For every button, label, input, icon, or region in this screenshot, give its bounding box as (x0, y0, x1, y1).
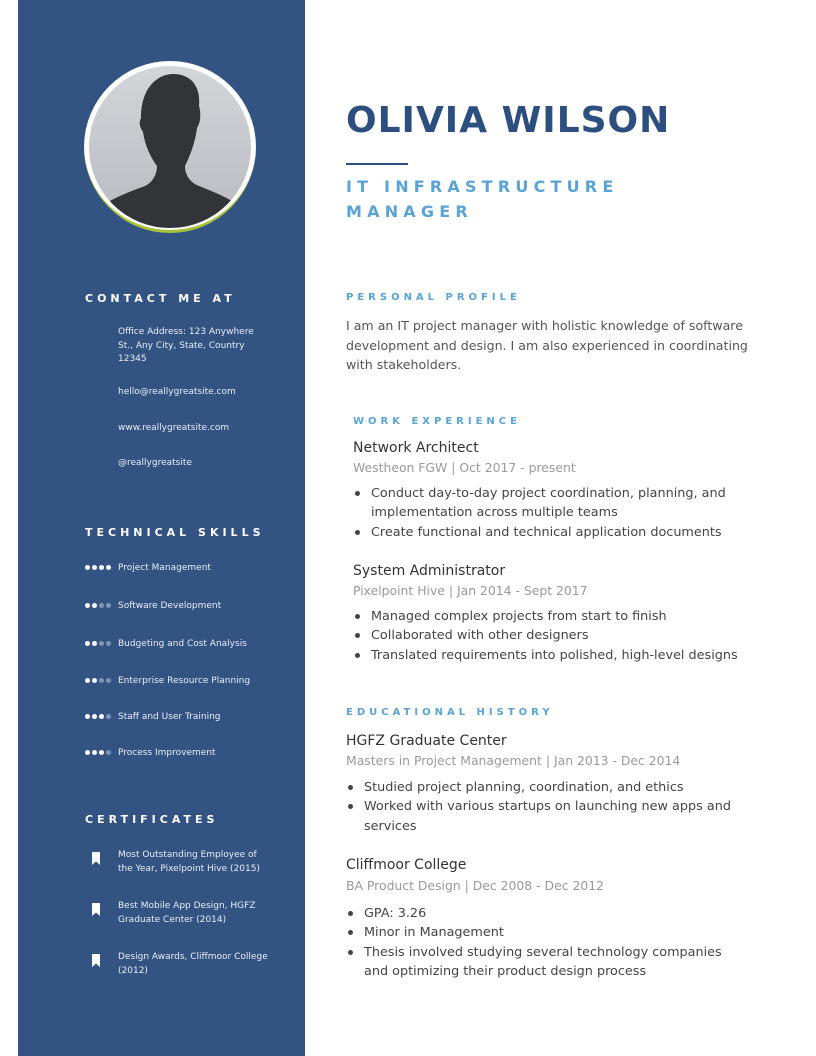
skill-level-dots (85, 714, 115, 722)
list-item: Managed complex projects from start to finish (353, 607, 773, 626)
list-item: GPA: 3.26 (346, 904, 746, 923)
skill-label: Staff and User Training (118, 712, 221, 722)
skill-dot (99, 678, 104, 683)
job-bullets (353, 607, 773, 665)
list-item: Minor in Management (346, 923, 746, 942)
skill-dot (99, 750, 104, 755)
certificate-item: Design Awards, Cliffmoor College (2012) (118, 952, 268, 976)
skill-dot (99, 714, 104, 719)
bookmark-icon (92, 852, 100, 865)
skill-label: Project Management (118, 563, 211, 573)
certificate-item: Most Outstanding Employee of the Year, Pixelpoint Hive (2015) (118, 850, 260, 874)
list-item: Thesis involved studying several technology companies and optimizing their product design process (346, 943, 746, 982)
list-item: Conduct day-to-day project coordination, planning, and implementation across multiple teams (353, 484, 753, 523)
skill-dot (85, 750, 90, 755)
bookmark-icon (92, 954, 100, 967)
skill-level-dots (85, 750, 115, 758)
list-item: Worked with various startups on launching new apps and services (346, 797, 746, 836)
certificate-item: Best Mobile App Design, HGFZ Graduate Center (2014) (118, 901, 256, 925)
skill-dot (85, 565, 90, 570)
bookmark-icon (92, 903, 100, 916)
work-heading: WORK EXPERIENCE (353, 416, 521, 427)
skill-dot (106, 641, 111, 646)
skill-dot (92, 603, 97, 608)
skill-dot (99, 641, 104, 646)
skill-dot (99, 565, 104, 570)
school-bullets (346, 778, 746, 836)
skill-dot (99, 603, 104, 608)
contact-heading: CONTACT ME AT (85, 292, 236, 305)
certificates-heading: CERTIFICATES (85, 813, 219, 826)
list-item: Collaborated with other designers (353, 626, 773, 645)
skill-dot (106, 603, 111, 608)
skill-level-dots (85, 678, 115, 686)
profile-text: I am an IT project manager with holistic knowledge of software development and design. I am also experienced in coordinating with stakeholders. (346, 318, 748, 372)
person-silhouette-icon (89, 66, 251, 228)
skill-label: Process Improvement (118, 748, 216, 758)
profile-heading: PERSONAL PROFILE (346, 292, 521, 303)
skill-dot (92, 750, 97, 755)
skill-dot (85, 714, 90, 719)
school-subtitle: Masters in Project Management | Jan 2013 - Dec 2014 (346, 753, 681, 768)
skill-dot (92, 641, 97, 646)
skill-dot (85, 603, 90, 608)
school-bullets (346, 904, 746, 982)
skill-dot (106, 714, 111, 719)
job-title: Network Architect (353, 440, 479, 456)
skill-dot (106, 750, 111, 755)
list-item: Studied project planning, coordination, and ethics (346, 778, 746, 797)
candidate-title: IT INFRASTRUCTURE MANAGER (346, 177, 619, 221)
skill-label: Software Development (118, 601, 222, 611)
contact-social[interactable]: @reallygreatsite (118, 458, 192, 468)
contact-email[interactable]: hello@reallygreatsite.com (118, 387, 236, 397)
skills-heading: TECHNICAL SKILLS (85, 526, 265, 539)
skill-dot (92, 714, 97, 719)
education-heading: EDUCATIONAL HISTORY (346, 707, 554, 718)
list-item: Translated requirements into polished, high-level designs (353, 646, 773, 665)
skill-dot (92, 565, 97, 570)
skill-level-dots (85, 641, 115, 649)
school-title: HGFZ Graduate Center (346, 733, 507, 749)
skill-label: Enterprise Resource Planning (118, 676, 251, 686)
skill-dot (92, 678, 97, 683)
skill-label: Budgeting and Cost Analysis (118, 639, 247, 649)
profile-photo-frame (84, 61, 256, 233)
skill-dot (106, 565, 111, 570)
skill-level-dots (85, 565, 115, 573)
job-title: System Administrator (353, 563, 506, 579)
job-subtitle: Westheon FGW | Oct 2017 - present (353, 460, 576, 475)
contact-address: Office Address: 123 Anywhere St., Any City, State, Country 12345 (118, 327, 254, 364)
school-title: Cliffmoor College (346, 857, 467, 873)
job-bullets (353, 484, 753, 542)
skill-dot (85, 678, 90, 683)
candidate-name: OLIVIA WILSON (346, 100, 671, 141)
name-divider (346, 163, 408, 165)
skill-dot (85, 641, 90, 646)
school-subtitle: BA Product Design | Dec 2008 - Dec 2012 (346, 878, 604, 893)
skill-level-dots (85, 603, 115, 611)
contact-website[interactable]: www.reallygreatsite.com (118, 423, 230, 433)
profile-photo (89, 66, 251, 228)
skill-dot (106, 678, 111, 683)
list-item: Create functional and technical application documents (353, 523, 753, 542)
job-subtitle: Pixelpoint Hive | Jan 2014 - Sept 2017 (353, 583, 588, 598)
